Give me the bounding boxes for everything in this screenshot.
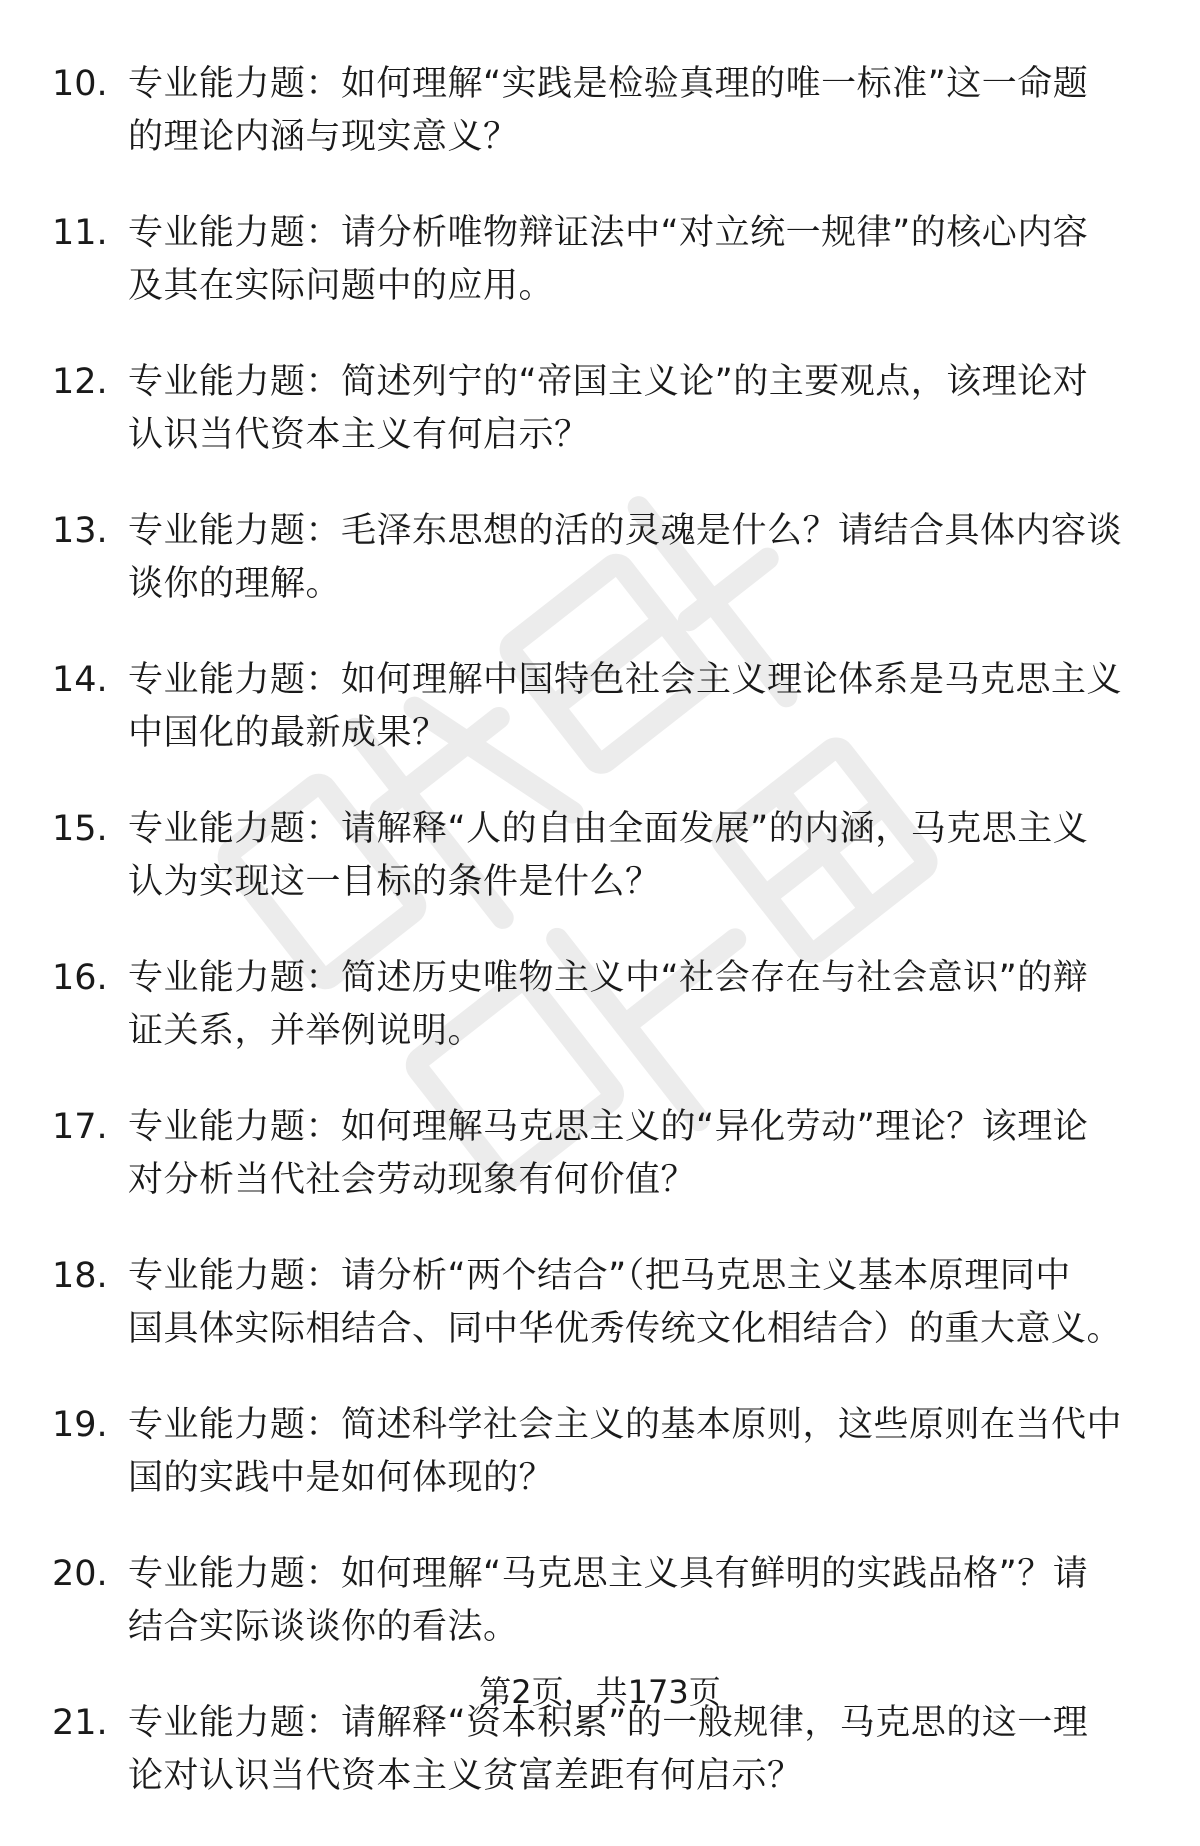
question-text	[128, 505, 1134, 611]
question-number: 20.	[52, 1554, 108, 1594]
question-number: 13.	[52, 511, 108, 551]
question-text	[128, 1399, 1134, 1505]
question-text	[128, 654, 1134, 760]
question-item	[52, 1250, 1152, 1356]
question-text	[128, 356, 1134, 462]
question-text-line: 认识当代资本主义有何启示？	[128, 415, 590, 455]
question-text-line: 专业能力题：简述列宁的“帝国主义论”的主要观点，该理论对	[128, 362, 1089, 402]
question-text-line: 专业能力题：如何理解“实践是检验真理的唯一标准”这一命题	[128, 64, 1089, 104]
question-text	[128, 1101, 1134, 1207]
question-text-line: 专业能力题：如何理解马克思主义的“异化劳动”理论？该理论	[128, 1107, 1089, 1147]
question-number: 21.	[52, 1703, 108, 1743]
question-text-line: 证关系，并举例说明。	[128, 1011, 484, 1051]
question-number: 15.	[52, 809, 108, 849]
question-text	[128, 1250, 1134, 1356]
question-text	[128, 207, 1134, 313]
question-text-line: 国具体实际相结合、同中华优秀传统文化相结合）的重大意义。	[128, 1309, 1123, 1349]
question-text-line: 专业能力题：请分析“两个结合”（把马克思主义基本原理同中	[128, 1256, 1071, 1296]
question-number: 19.	[52, 1405, 108, 1445]
question-item	[52, 803, 1152, 909]
question-text	[128, 952, 1134, 1058]
question-text-line: 谈你的理解。	[128, 564, 342, 604]
question-number: 16.	[52, 958, 108, 998]
question-item	[52, 505, 1152, 611]
question-text-line: 中国化的最新成果？	[128, 713, 448, 753]
question-number: 17.	[52, 1107, 108, 1147]
question-text	[128, 58, 1134, 164]
question-text-line: 对分析当代社会劳动现象有何价值？	[128, 1160, 697, 1200]
page-number-footer: 第2页，共173页	[479, 1673, 721, 1711]
question-item	[52, 654, 1152, 760]
question-item	[52, 952, 1152, 1058]
question-text-line: 结合实际谈谈你的看法。	[128, 1607, 519, 1647]
question-text-line: 专业能力题：简述科学社会主义的基本原则，这些原则在当代中	[128, 1405, 1123, 1445]
question-item	[52, 207, 1152, 313]
question-text-line: 专业能力题：毛泽东思想的活的灵魂是什么？请结合具体内容谈	[128, 511, 1123, 551]
question-text-line: 国的实践中是如何体现的？	[128, 1458, 555, 1498]
question-text-line: 的理论内涵与现实意义？	[128, 117, 519, 157]
question-number: 12.	[52, 362, 108, 402]
question-text-line: 专业能力题：如何理解“马克思主义具有鲜明的实践品格”？请	[128, 1554, 1089, 1594]
question-text-line: 及其在实际问题中的应用。	[128, 266, 555, 306]
question-text-line: 专业能力题：请解释“资本积累”的一般规律，马克思的这一理	[128, 1703, 1089, 1743]
question-item	[52, 1548, 1152, 1654]
question-number: 18.	[52, 1256, 108, 1296]
question-text-line: 专业能力题：请分析唯物辩证法中“对立统一规律”的核心内容	[128, 213, 1089, 253]
question-number: 10.	[52, 64, 108, 104]
question-text-line: 专业能力题：如何理解中国特色社会主义理论体系是马克思主义	[128, 660, 1123, 700]
question-text	[128, 803, 1134, 909]
question-text-line: 专业能力题：请解释“人的自由全面发展”的内涵，马克思主义	[128, 809, 1089, 849]
question-item	[52, 1101, 1152, 1207]
question-text-line: 认为实现这一目标的条件是什么？	[128, 862, 661, 902]
question-number: 11.	[52, 213, 108, 253]
question-number: 14.	[52, 660, 108, 700]
question-item	[52, 1399, 1152, 1505]
question-text-line: 专业能力题：简述历史唯物主义中“社会存在与社会意识”的辩	[128, 958, 1089, 998]
question-text-line: 论对认识当代资本主义贫富差距有何启示？	[128, 1756, 803, 1796]
question-list	[52, 58, 1152, 1846]
question-item	[52, 58, 1152, 164]
question-text	[128, 1548, 1134, 1654]
question-item	[52, 356, 1152, 462]
